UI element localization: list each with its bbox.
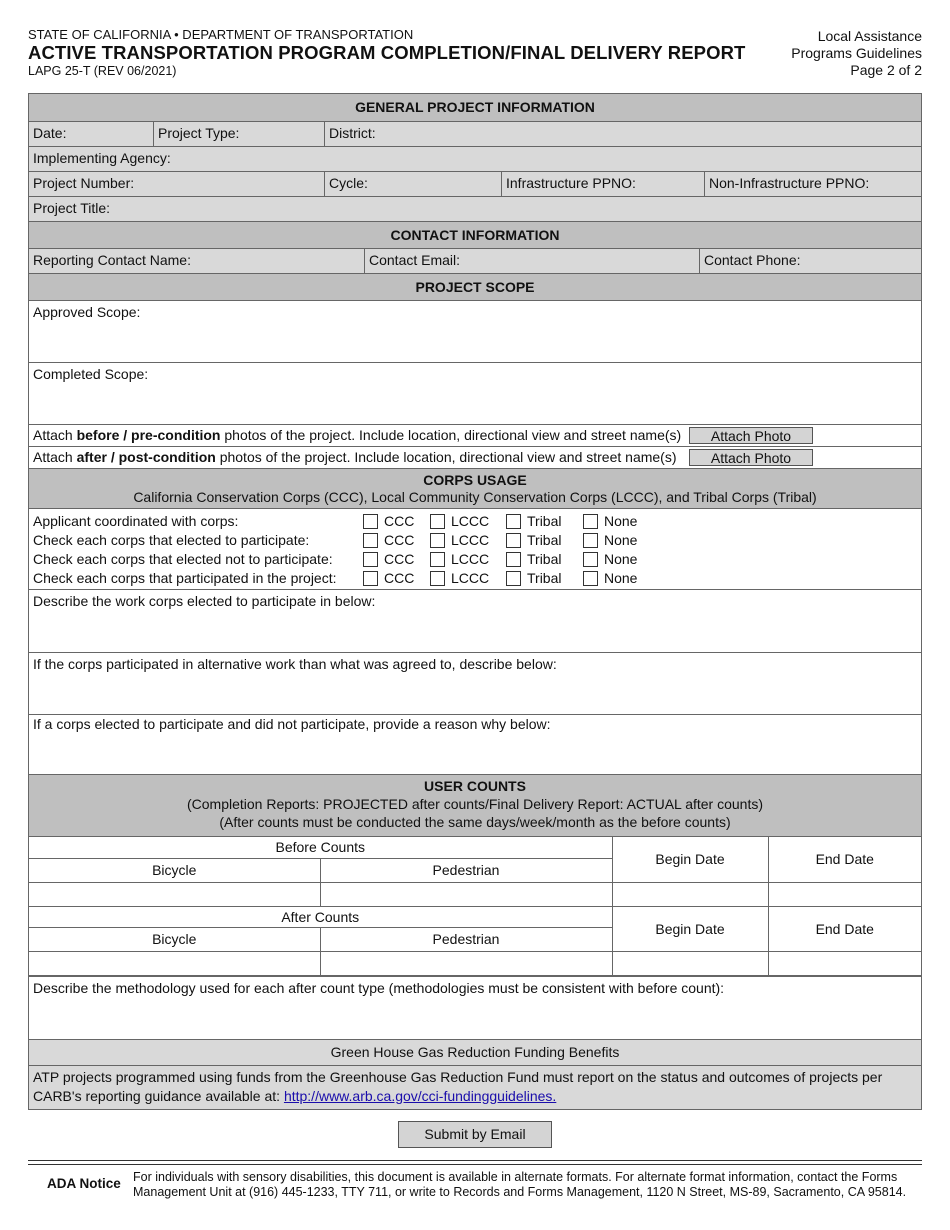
project-number-field[interactable]: Project Number:	[33, 175, 135, 191]
corps-row-label: Check each corps that elected not to participate:	[33, 551, 333, 567]
ccc-label: CCC	[384, 551, 415, 567]
before-pedestrian-input[interactable]	[320, 882, 612, 906]
after-pedestrian-header: Pedestrian	[320, 927, 612, 951]
report-form	[28, 93, 922, 1110]
none-label: None	[604, 551, 638, 567]
contact-section-header	[29, 221, 921, 248]
submit-wrapper	[398, 1121, 552, 1148]
before-photo-action	[687, 425, 921, 446]
lccc-label: LCCC	[451, 570, 490, 586]
ghg-heading: Green House Gas Reduction Funding Benefits	[330, 1043, 620, 1060]
header-right	[791, 28, 922, 79]
corps-options	[363, 551, 637, 568]
submit-by-email-button[interactable]: Submit by Email	[398, 1121, 552, 1148]
none-checkbox[interactable]	[583, 552, 598, 567]
none-label: None	[604, 513, 638, 529]
user-counts-table	[29, 837, 921, 976]
project-title-field[interactable]: Project Title:	[33, 200, 111, 216]
date-field[interactable]: Date:	[33, 125, 67, 141]
ghg-text-block	[29, 1066, 921, 1109]
contact-row	[29, 248, 921, 273]
user-counts-note-2: (After counts must be conducted the same days/week/month as the before counts)	[219, 814, 731, 830]
document-header	[28, 27, 745, 79]
corps-row-label: Check each corps that participated in the project:	[33, 570, 337, 586]
none-label: None	[604, 570, 638, 586]
before-photo-instructions	[29, 425, 687, 446]
form-number: LAPG 25-T (REV 06/2021)	[28, 64, 177, 78]
ccc-label: CCC	[384, 532, 415, 548]
corps-elected-row	[33, 531, 917, 550]
user-counts-heading-block	[29, 775, 921, 836]
project-type-field[interactable]: Project Type:	[153, 122, 324, 146]
agency-row	[29, 146, 921, 171]
corps-heading: CORPS USAGE	[423, 472, 527, 488]
tribal-label: Tribal	[527, 570, 562, 586]
after-photo-prefix: Attach	[33, 449, 77, 465]
after-begin-date-input[interactable]	[612, 951, 768, 975]
corps-participated-row	[33, 569, 917, 588]
before-end-date-input[interactable]	[768, 882, 921, 906]
ada-notice-label: ADA Notice	[47, 1176, 121, 1191]
district-field[interactable]: District:	[324, 122, 921, 146]
lccc-label: LCCC	[451, 532, 490, 548]
user-counts-heading: USER COUNTS	[424, 778, 526, 794]
after-begin-date-header: Begin Date	[612, 906, 768, 951]
before-end-date-header: End Date	[768, 837, 921, 882]
none-checkbox[interactable]	[583, 571, 598, 586]
not-participate-row	[29, 714, 921, 774]
department-line: STATE OF CALIFORNIA • DEPARTMENT OF TRANSPORTATION	[28, 27, 414, 42]
before-bicycle-input[interactable]	[29, 882, 320, 906]
lccc-checkbox[interactable]	[430, 514, 445, 529]
form-title: ACTIVE TRANSPORTATION PROGRAM COMPLETION/FINAL DELIVERY REPORT	[28, 42, 746, 63]
before-pedestrian-header: Pedestrian	[320, 858, 612, 882]
corps-not-elected-row	[33, 550, 917, 569]
ccc-checkbox[interactable]	[363, 514, 378, 529]
guidelines-line1: Local Assistance	[817, 28, 922, 44]
alternative-work-field[interactable]: If the corps participated in alternative work than what was agreed to, describe below:	[33, 656, 557, 672]
after-photo-instructions	[29, 447, 687, 468]
corps-options	[363, 570, 637, 587]
infrastructure-ppno-field[interactable]: Infrastructure PPNO:	[501, 172, 704, 196]
ccc-checkbox[interactable]	[363, 571, 378, 586]
tribal-checkbox[interactable]	[506, 514, 521, 529]
approved-scope-field[interactable]: Approved Scope:	[33, 304, 141, 320]
corps-options	[363, 513, 637, 530]
methodology-field[interactable]: Describe the methodology used for each after count type (methodologies must be consistent with before count):	[33, 979, 725, 996]
none-label: None	[604, 532, 638, 548]
general-section-header	[29, 94, 921, 121]
tribal-checkbox[interactable]	[506, 552, 521, 567]
ccc-label: CCC	[384, 513, 415, 529]
before-bicycle-header: Bicycle	[29, 858, 320, 882]
completed-scope-field[interactable]: Completed Scope:	[33, 366, 149, 382]
not-participate-field[interactable]: If a corps elected to participate and did not participate, provide a reason why below:	[33, 716, 551, 732]
guidelines-line2: Programs Guidelines	[791, 45, 922, 61]
page-number: Page 2 of 2	[850, 62, 922, 78]
ghg-text: ATP projects programmed using funds from the Greenhouse Gas Reduction Fund must report on the status and outcomes of projects per CARB's reporting guidance available at:	[33, 1068, 883, 1104]
corps-row-label: Check each corps that elected to participate:	[33, 532, 310, 548]
corps-options	[363, 532, 637, 549]
after-photo-suffix: photos of the project. Include location, directional view and street name(s)	[215, 449, 677, 465]
user-counts-section-header	[29, 774, 921, 836]
methodology-row	[29, 976, 921, 1039]
alternative-work-row	[29, 652, 921, 714]
none-checkbox[interactable]	[583, 514, 598, 529]
after-photo-emphasis: after / post-condition	[76, 449, 216, 465]
user-counts-note-1: (Completion Reports: PROJECTED after counts/Final Delivery Report: ACTUAL after counts)	[186, 796, 764, 812]
scope-heading: PROJECT SCOPE	[415, 279, 535, 295]
attach-after-photo-button[interactable]: Attach Photo	[689, 449, 813, 466]
corps-coordinated-row	[33, 512, 917, 531]
after-photo-action	[687, 447, 921, 468]
contact-phone-field[interactable]: Contact Phone:	[699, 249, 921, 273]
corps-row-label: Applicant coordinated with corps:	[33, 513, 239, 529]
lccc-checkbox[interactable]	[430, 533, 445, 548]
carb-guidelines-link[interactable]: http://www.arb.ca.gov/cci-fundingguidelines.	[283, 1087, 557, 1104]
project-number-row	[29, 171, 921, 196]
tribal-label: Tribal	[527, 532, 562, 548]
corps-checkbox-block	[29, 508, 921, 589]
ccc-label: CCC	[384, 570, 415, 586]
attach-before-photo-button[interactable]: Attach Photo	[689, 427, 813, 444]
after-counts-header: After Counts	[29, 906, 612, 927]
ghg-text-row	[29, 1065, 921, 1109]
contact-name-field[interactable]: Reporting Contact Name:	[33, 252, 191, 268]
describe-work-field[interactable]: Describe the work corps elected to participate in below:	[33, 593, 376, 609]
non-infrastructure-ppno-field[interactable]: Non-Infrastructure PPNO:	[704, 172, 921, 196]
corps-subheading: California Conservation Corps (CCC), Local Community Conservation Corps (LCCC), and Tribal Corps (Tribal)	[133, 489, 817, 505]
lccc-label: LCCC	[451, 551, 490, 567]
tribal-label: Tribal	[527, 513, 562, 529]
after-photo-row	[29, 446, 921, 468]
tribal-checkbox[interactable]	[506, 571, 521, 586]
ghg-section-header	[29, 1039, 921, 1065]
general-heading: GENERAL PROJECT INFORMATION	[355, 99, 595, 115]
before-photo-emphasis: before / pre-condition	[76, 427, 221, 443]
tribal-checkbox[interactable]	[506, 533, 521, 548]
approved-scope-row	[29, 300, 921, 362]
corps-section-header	[29, 468, 921, 508]
after-bicycle-header: Bicycle	[29, 927, 320, 951]
scope-section-header	[29, 273, 921, 300]
footer-divider	[28, 1164, 922, 1165]
describe-work-row	[29, 589, 921, 652]
completed-scope-row	[29, 362, 921, 424]
before-begin-date-header: Begin Date	[612, 837, 768, 882]
user-counts-table-row	[29, 836, 921, 976]
ada-notice-text: For individuals with sensory disabilities, this document is available in alternate formats. For alternate format information, contact the Forms Management Unit at (916) 445-1233, TTY 711, or write to Records and Forms Management, 1120 N Street, MS-89, Sacramento, CA 95814.	[133, 1170, 907, 1199]
contact-heading: CONTACT INFORMATION	[390, 227, 560, 243]
lccc-checkbox[interactable]	[430, 552, 445, 567]
after-bicycle-input[interactable]	[29, 951, 320, 975]
before-begin-date-input[interactable]	[612, 882, 768, 906]
after-end-date-header: End Date	[768, 906, 921, 951]
implementing-agency-field[interactable]: Implementing Agency:	[33, 150, 171, 166]
before-counts-header: Before Counts	[29, 837, 612, 858]
before-photo-prefix: Attach	[33, 427, 77, 443]
corps-heading-block	[29, 469, 921, 508]
tribal-label: Tribal	[527, 551, 562, 567]
corps-checkbox-grid	[29, 509, 921, 589]
after-pedestrian-input[interactable]	[320, 951, 612, 975]
cycle-field[interactable]: Cycle:	[324, 172, 501, 196]
date-row	[29, 121, 921, 146]
project-title-row	[29, 196, 921, 221]
contact-email-field[interactable]: Contact Email:	[364, 249, 699, 273]
after-end-date-input[interactable]	[768, 951, 921, 975]
ccc-checkbox[interactable]	[363, 552, 378, 567]
before-photo-row	[29, 424, 921, 446]
before-photo-suffix: photos of the project. Include location, directional view and street name(s)	[220, 427, 682, 443]
lccc-label: LCCC	[451, 513, 490, 529]
none-checkbox[interactable]	[583, 533, 598, 548]
footer-divider	[28, 1160, 922, 1161]
lccc-checkbox[interactable]	[430, 571, 445, 586]
ccc-checkbox[interactable]	[363, 533, 378, 548]
